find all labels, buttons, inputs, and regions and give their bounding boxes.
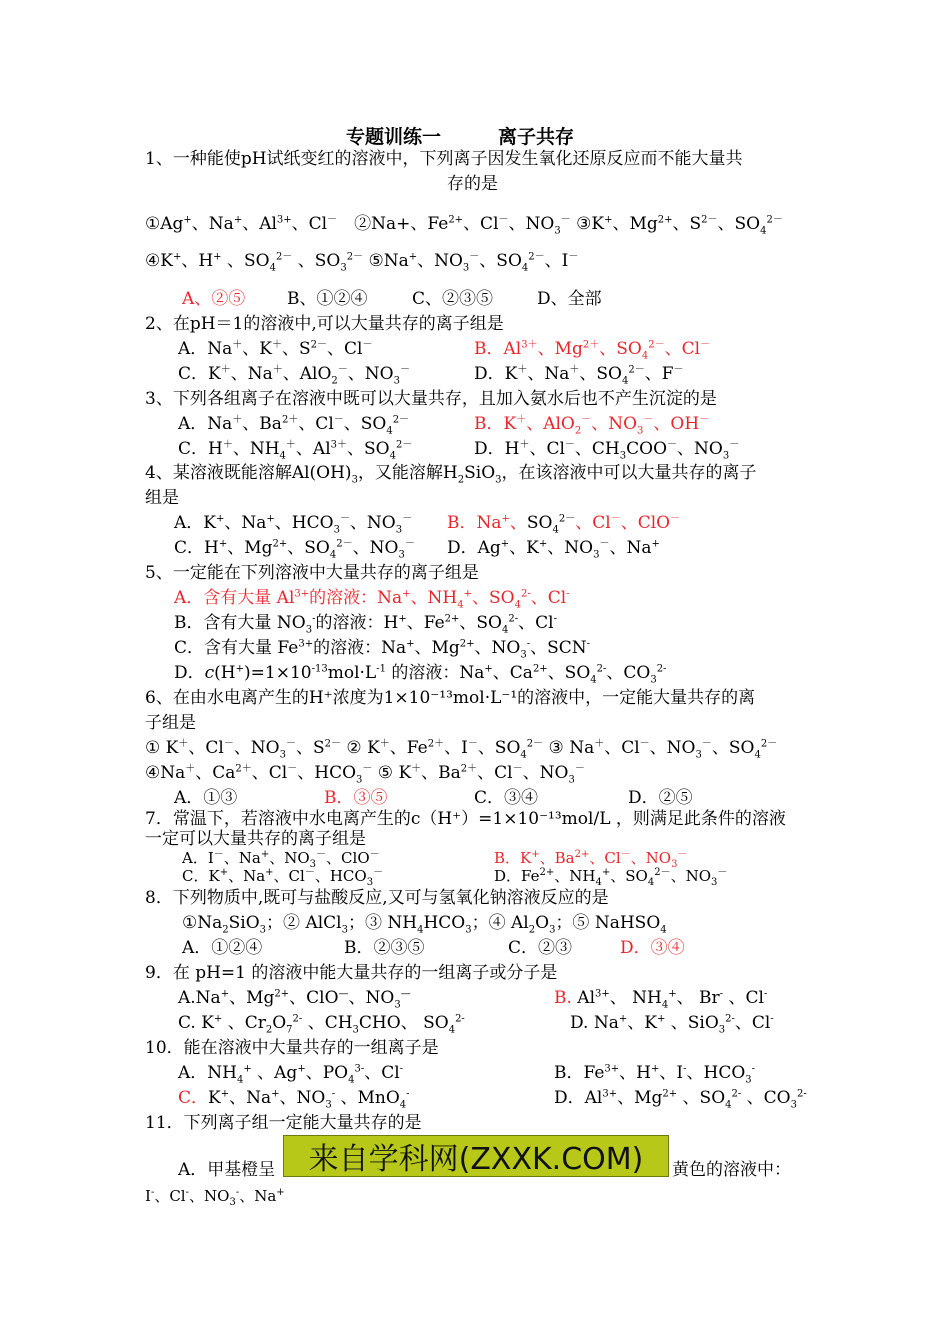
q7-option-d: D．$Fe^{2+}$、$NH_4^+$、$SO_4^{2-}$、$NO_3^-$ [494, 867, 728, 888]
q1-groups-2: ④K+、H+ 、$SO_4^{2-}$ 、$SO_3^{2-}$ ⑤Na+、$NO_3^-$、$SO_4^{2-}$、I－ [145, 251, 579, 274]
q3-stem: 3、下列各组离子在溶液中既可以大量共存，且加入氨水后也不产生沉淀的是 [145, 389, 717, 409]
q6-option-c: C．③④ [474, 788, 539, 808]
q6-option-b: B．③⑤ [324, 788, 388, 808]
q5-option-c: C．含有大量 $Fe^{3+}$的溶液：Na+、$Mg^{2+}$、$NO_3^-$、SCN- [174, 638, 591, 661]
q6-groups-1: ① K＋、Cl－、$NO_3^-$、$S^{2-}$ ② K＋、$Fe^{2+}$、I－、$SO_4^{2-}$ ③ Na＋、Cl－、$NO_3^-$、$SO_4^{2-}$ [145, 738, 778, 761]
q10-option-d: D．$Al^{3+}$、$Mg^{2+}$ 、$SO_4^{2-}$ 、$CO_3^{2-}$ [554, 1088, 807, 1111]
q4-option-c: C．H+、$Mg^{2+}$、$SO_4^{2-}$、$NO_3^-$ [174, 538, 415, 561]
q7-option-c: C．K+、Na+、Cl－、$HCO_3^-$ [182, 867, 384, 888]
q6-option-a: A．①③ [174, 788, 238, 808]
q1-stem-cont: 存的是 [447, 174, 498, 194]
q7-stem-cont: 一定可以大量共存的离子组是 [145, 829, 366, 849]
q1-groups-1: ①Ag+、Na+、$Al^{3+}$、Cl－ ②Na+、$Fe^{2+}$、Cl－、$NO_3^-$ ③K+、$Mg^{2+}$、$S^{2-}$、$SO_4^{2-}$ [145, 214, 783, 237]
q4-stem-cont: 组是 [145, 488, 179, 508]
q3-option-b: B．K＋、AlO$_2$－、$NO_3^-$、OH－ [474, 414, 710, 437]
q8-option-a: A．①②④ [182, 938, 263, 958]
q2-option-a: A．Na＋、K＋、$S^{2-}$、Cl－ [178, 339, 373, 359]
q5-option-a: A．含有大量 $Al^{3+}$的溶液：Na+、$NH_4^+$、$SO_4^{2-}$、Cl- [174, 588, 570, 611]
q3-option-d: D．H＋、Cl－、$CH_3COO^-$、$NO_3^-$ [474, 439, 740, 462]
q1-stem: 1、一种能使pH试纸变红的溶液中，下列离子因发生氧化还原反应而不能大量共 [145, 149, 743, 169]
q8-option-b: B．②③⑤ [344, 938, 425, 958]
q11-option-a-start: A．甲基橙呈 [178, 1160, 276, 1180]
q5-stem: 5、一定能在下列溶液中大量共存的离子组是 [145, 563, 479, 583]
q9-option-c: C. K+ 、$Cr_2O_7^{2-}$ 、$CH_3CHO$、 $SO_4^{2-}$ [178, 1013, 465, 1036]
q6-groups-2: ④Na＋、$Ca^{2+}$、Cl－、$HCO_3^-$ ⑤ K＋、$Ba^{2+}$、Cl－、$NO_3^-$ [145, 763, 585, 786]
q4-option-b: B．Na+、$SO_4^{2-}$、Cl－、ClO－ [447, 513, 681, 536]
q9-option-a: A.Na+、$Mg^{2+}$、ClO—、$NO_3^—$ [178, 988, 411, 1011]
q6-option-d: D．②⑤ [628, 788, 693, 808]
q6-stem: 6、在由水电离产生的H⁺浓度为1×10⁻¹³mol·L⁻¹的溶液中，一定能大量共存的离 [145, 688, 756, 708]
q4-option-d: D．Ag+、K+、$NO_3^-$、Na+ [447, 538, 660, 561]
q11-option-a-end: 黄色的溶液中： [672, 1160, 791, 1180]
q1-option-b: B、①②④ [287, 289, 368, 309]
q9-option-b: B. $Al^{3+}$、 $NH_4^+$、 Br- 、Cl- [554, 988, 768, 1011]
q10-stem: 10．能在溶液中大量共存的一组离子是 [145, 1038, 439, 1058]
q1-option-c: C、②③⑤ [412, 289, 494, 309]
q3-option-a: A．Na＋、$Ba^{2+}$、Cl－、$SO_4^{2-}$ [178, 414, 410, 437]
q4-stem: 4、某溶液既能溶解$Al(OH)_3$，又能溶解$H_2SiO_3$，在该溶液中可以大量共存的离子 [145, 463, 757, 486]
q7-option-a: A．I－、Na+、$NO_3^-$、ClO－ [182, 849, 380, 870]
watermark-banner: 来自学科网(ZXXK.COM) [283, 1135, 669, 1177]
q6-stem-cont: 子组是 [145, 713, 196, 733]
q7-option-b: B．K+、$Ba^{2+}$、Cl－、$NO_3^-$ [494, 849, 688, 870]
q2-option-b: B．$Al^{3+}$、$Mg^{2+}$、$SO_4^{2-}$、Cl－ [474, 339, 711, 362]
q1-option-a: A、②⑤ [182, 289, 246, 309]
q10-option-b: B．$Fe^{3+}$、H+、I-、$HCO_3^-$ [554, 1063, 756, 1086]
q3-option-c: C．H＋、$NH_4^+$、$Al^{3+}$、$SO_4^{2-}$ [178, 439, 413, 462]
q9-stem: 9．在 pH=1 的溶液中能大量共存的一组离子或分子是 [145, 963, 558, 983]
q8-option-c: C．②③ [508, 938, 573, 958]
q7-stem: 7．常温下，若溶液中水电离产生的c（H⁺）=1×10⁻¹³mol/L ，则满足此条件的溶液 [145, 809, 786, 829]
q11-stem: 11．下列离子组一定能大量共存的是 [145, 1113, 422, 1133]
q2-option-c: C．K＋、Na＋、AlO$_2$－、$NO_3^-$ [178, 364, 410, 387]
q5-option-b: B．含有大量 $NO_3^-$的溶液：H+、$Fe^{2+}$、$SO_4^{2-}$、Cl- [174, 613, 557, 636]
q9-option-d: D. Na+、K+ 、SiO$_3^{2-}$、Cl- [570, 1013, 774, 1036]
page-title: 专题训练一 离子共存 [346, 126, 575, 148]
q4-option-a: A．K+、Na+、$HCO_3^-$、$NO_3^-$ [174, 513, 413, 536]
q10-option-a: A．$NH_4^+$ 、Ag+、$PO_4^{3-}$、Cl- [178, 1063, 404, 1086]
q1-option-d: D、全部 [537, 289, 602, 309]
q2-stem: 2、在pH＝1的溶液中,可以大量共存的离子组是 [145, 314, 504, 334]
q8-option-d: D．③④ [620, 938, 685, 958]
q5-option-d: D．$c(H^+)=1\times 10^{-13}mol\cdot L^{-1}$ 的溶液：Na+、$Ca^{2+}$、$SO_4^{2-}$、$CO_3^{2-}$ [174, 663, 667, 686]
q8-substances: $①Na_2SiO_3$；② AlCl$_3$；③ $NH_4HCO_3$；④ $Al_2O_3$；⑤ NaHSO$_4$ [182, 913, 667, 936]
q2-option-d: D．K＋、Na＋、$SO_4^{2-}$、F－ [474, 364, 684, 387]
q8-stem: 8．下列物质中,既可与盐酸反应,又可与氢氧化钠溶液反应的是 [145, 888, 609, 908]
q10-option-c: C．K+、Na+、$NO_3^-$ 、MnO$_4$- [178, 1088, 410, 1111]
q11-option-a-ions: I-、Cl-、$NO_3^-$、Na+ [145, 1187, 285, 1208]
